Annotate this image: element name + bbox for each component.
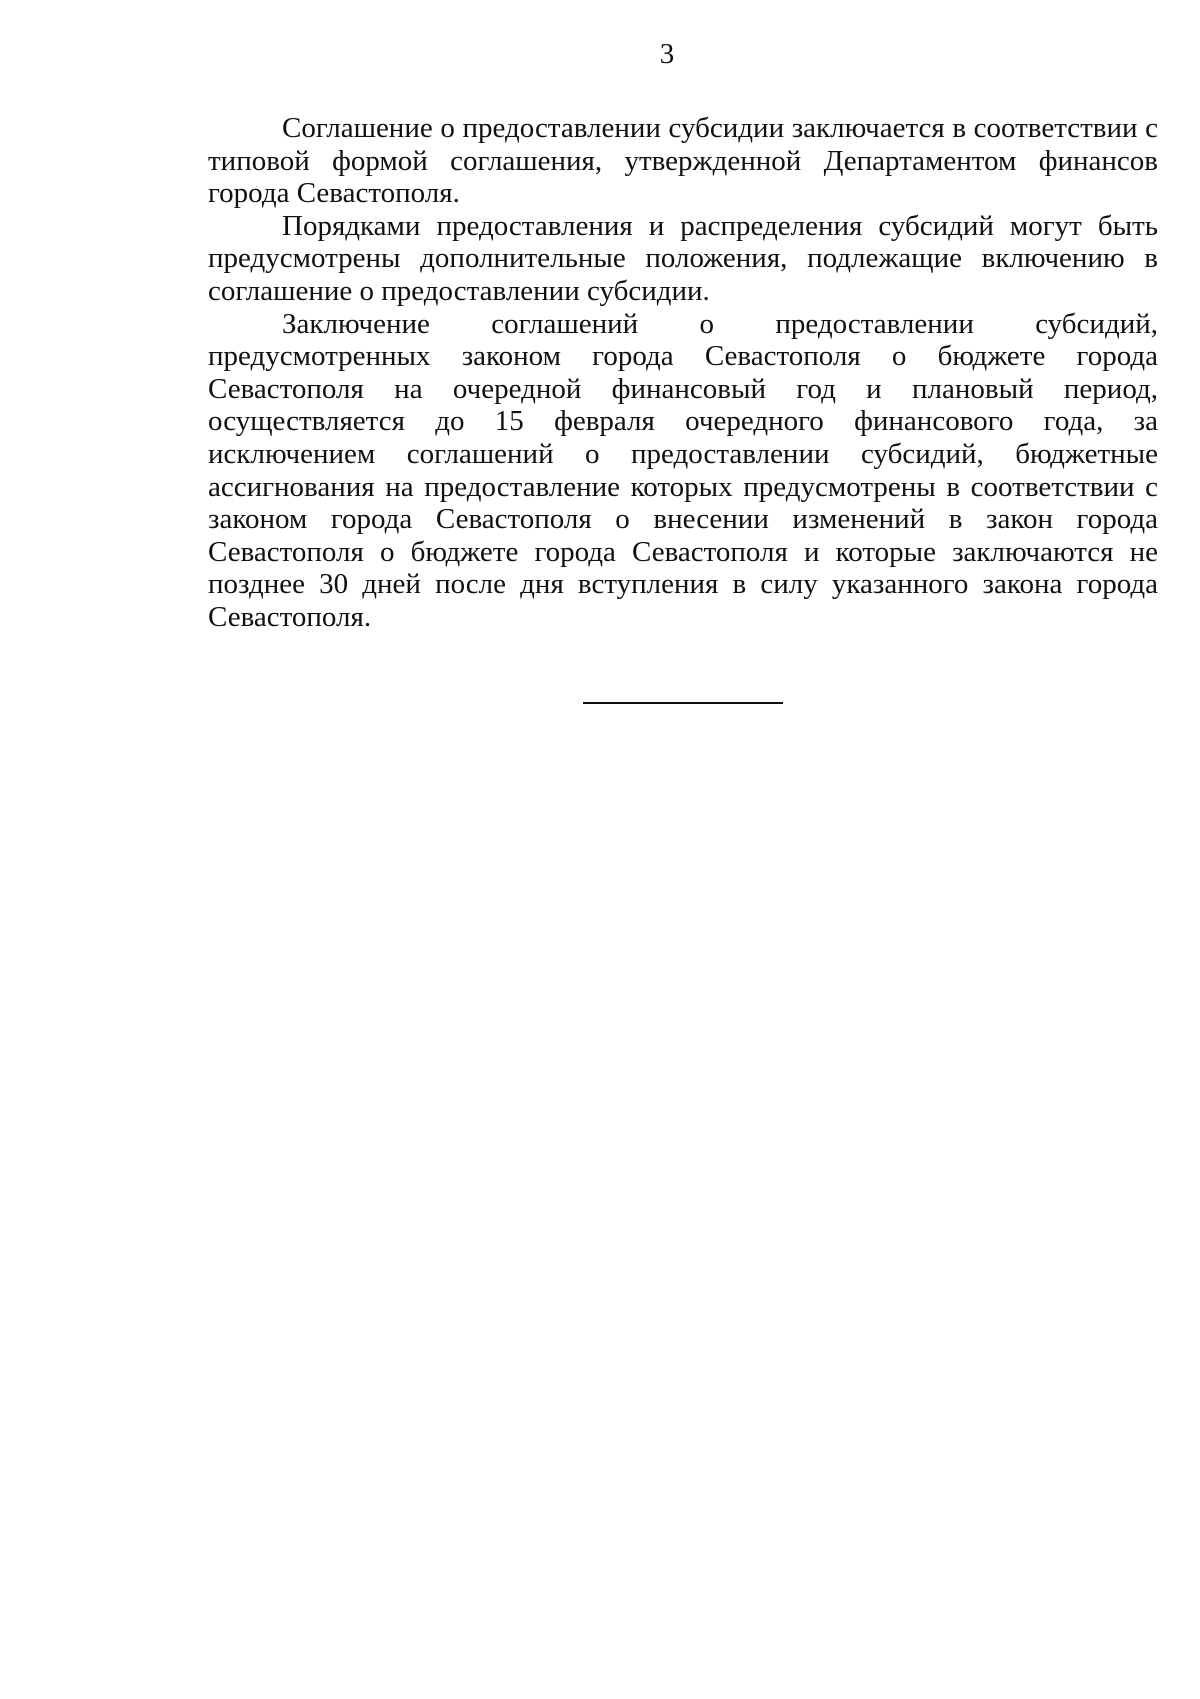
document-body [208,112,1158,634]
paragraph-additional-provisions: Порядками предоставления и распределения субсидий могут быть предусмотрены дополнительные положения, подлежащие включению в соглашение о предоставлении субсидии. [208,209,1158,307]
paragraph-agreement-form: Соглашение о предоставлении субсидии заключается в соответствии с типовой формой соглашения, утвержденной Департаментом финансов города Севастополя. [208,112,1158,210]
page-number: 3 [659,38,675,70]
paragraph-agreement-deadline: Заключение соглашений о предоставлении субсидий, предусмотренных законом города Севастополя о бюджете города Севастополя на очередной финансовый год и плановый период, осуществляется до 15 февраля очередного финансового года, за исключением соглашений о предоставлении субсидий, бюджетные ассигнования на предоставление которых предусмотрены в соответствии с законом города Севастополя о внесении изменений в закон города Севастополя о бюджете города Севастополя и которые заключаются не позднее 30 дней после дня вступления в силу указанного закона города Севастополя. [208,307,1158,633]
end-separator-line [583,702,783,704]
